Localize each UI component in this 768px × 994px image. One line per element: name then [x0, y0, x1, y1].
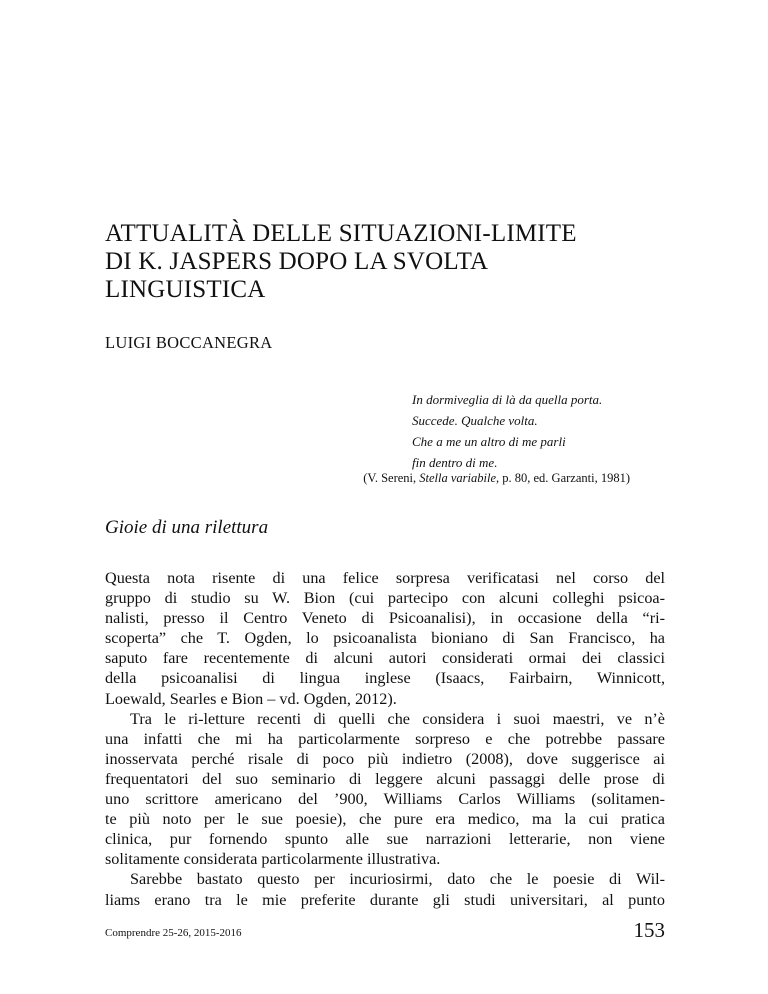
epigraph-line: Che a me un altro di me parli	[412, 434, 566, 449]
text-line: della psicoanalisi di lingua inglese (Isaacs, Fairbairn, Winnicott,	[105, 669, 665, 688]
page-number: 153	[633, 918, 665, 942]
text-line: solitamente considerata particolarmente illustrativa.	[105, 850, 441, 869]
text-line: uno scrittore americano del ’900, Williams Carlos Williams (solitamen-	[105, 790, 665, 809]
citation-work-title: Stella variabile	[419, 471, 496, 485]
text-line: liams erano tra le mie preferite durante gli studi universitari, al punto	[105, 890, 665, 909]
paragraph	[105, 869, 665, 909]
text-line: una infatti che mi ha particolarmente sorpreso e che potrebbe passare	[105, 729, 665, 748]
epigraph-line: Succede. Qualche volta.	[412, 413, 538, 428]
text-line: Sarebbe bastato questo per incuriosirmi, dato che le poesie di Wil-	[130, 870, 665, 889]
citation-prefix: (V. Sereni,	[363, 471, 420, 485]
epigraph-line: fin dentro di me.	[412, 455, 498, 470]
text-line: scoperta” che T. Ogden, lo psicoanalista bioniano di San Francisco, ha	[105, 629, 665, 648]
epigraph-line: In dormiveglia di là da quella porta.	[412, 392, 603, 407]
text-line: frequentatori del suo seminario di leggere alcuni passaggi delle prose di	[105, 769, 665, 788]
text-line: te più noto per le sue poesie), che pure era medico, ma la cui pratica	[105, 810, 665, 829]
epigraph	[412, 389, 602, 473]
text-line: clinica, pur fornendo spunto alle sue narrazioni letterarie, non viene	[105, 830, 665, 849]
title-line: ATTUALITÀ DELLE SITUAZIONI-LIMITE	[105, 220, 577, 247]
title-line: LINGUISTICA	[105, 276, 266, 303]
text-line: gruppo di studio su W. Bion (cui partecipo con alcuni colleghi psicoa-	[105, 589, 665, 608]
text-line: nalisti, presso il Centro Veneto di Psicoanalisi), in occasione della “ri-	[105, 609, 665, 628]
paragraph	[105, 709, 665, 870]
journal-footer: Comprendre 25-26, 2015-2016	[105, 927, 242, 939]
epigraph-citation	[363, 471, 630, 486]
author-name: LUIGI BOCCANEGRA	[105, 333, 273, 352]
text-line: saputo fare recentemente di alcuni autori considerati ormai dei classici	[105, 649, 665, 668]
text-line: Loewald, Searles e Bion – vd. Ogden, 2012).	[105, 689, 397, 708]
text-line: inosservata perché risale di poco più indietro (2008), dove suggerisce ai	[105, 749, 665, 768]
title-line: DI K. JASPERS DOPO LA SVOLTA	[105, 248, 489, 275]
citation-suffix: , p. 80, ed. Garzanti, 1981)	[496, 471, 630, 485]
section-heading: Gioie di una rilettura	[105, 517, 269, 538]
paragraph	[105, 568, 665, 709]
article-title	[105, 220, 665, 304]
text-line: Tra le ri-letture recenti di quelli che considera i suoi maestri, ve n’è	[130, 709, 665, 728]
text-line: Questa nota risente di una felice sorpresa verificatasi nel corso del	[105, 569, 665, 587]
body-text	[105, 568, 665, 910]
